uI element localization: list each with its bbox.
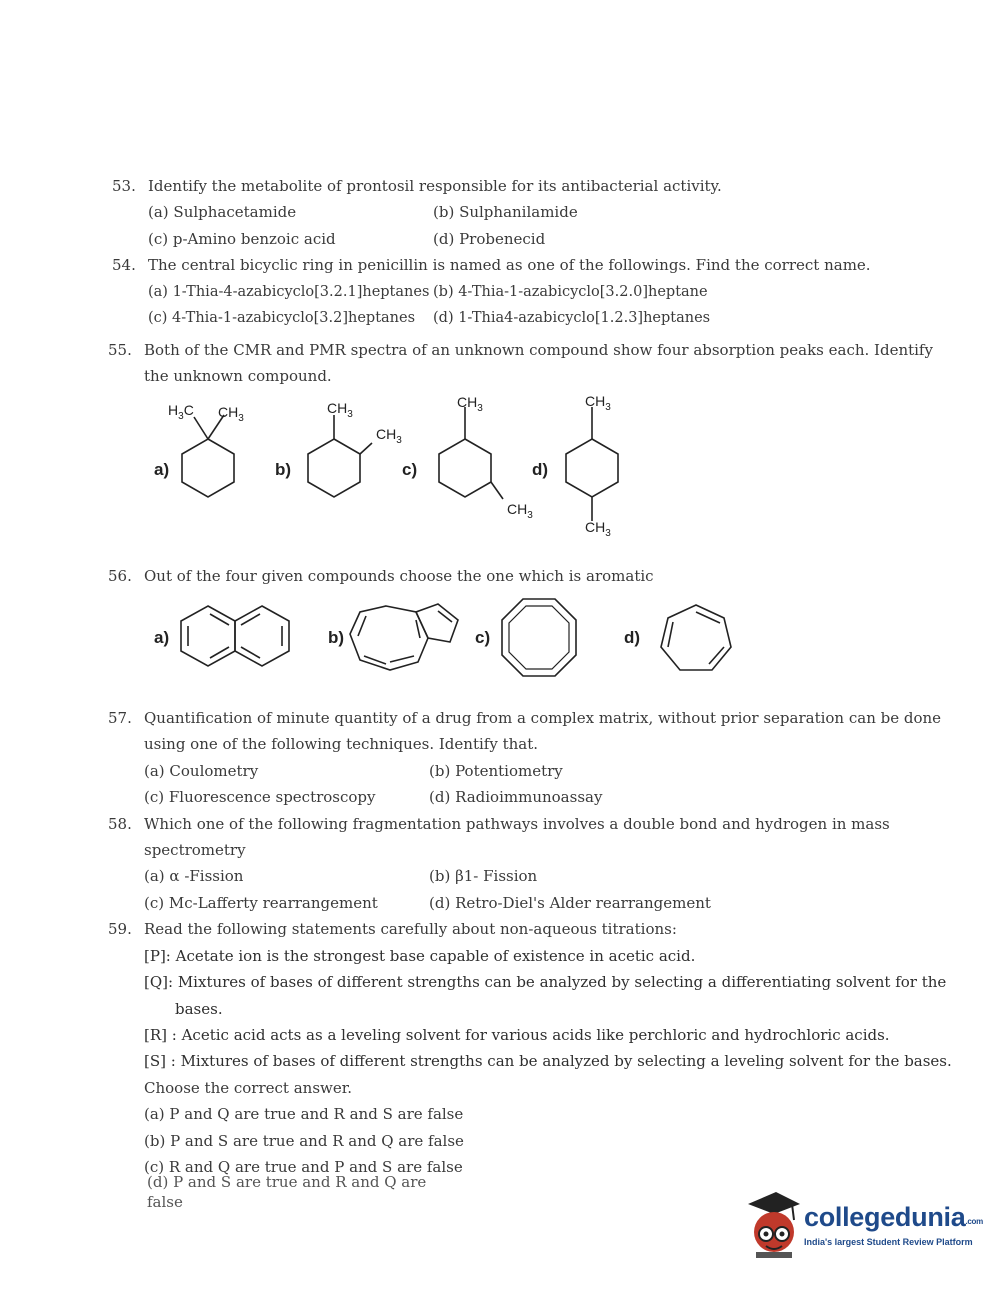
q56-option-c-label: c): [475, 628, 491, 647]
q53-option-a: (a) Sulphacetamide: [148, 203, 297, 221]
q55-option-b-label: b): [275, 460, 292, 479]
q54-option-d: (d) 1-Thia4-azabicyclo[1.2.3]heptanes: [433, 310, 711, 326]
q55-b-ch3-side: $CH_3$: [376, 426, 402, 446]
q53-option-b: (b) Sulphanilamide: [433, 203, 578, 221]
q59-statement-r: [R] : Acetic acid acts as a leveling solvent for various acids like perchloric and hydrochloric acids.: [144, 1026, 890, 1044]
q54-text: The central bicyclic ring in penicillin is named as one of the followings. Find the correct name.: [148, 256, 871, 274]
q59-text: Read the following statements carefully about non-aqueous titrations:: [144, 920, 677, 938]
q55-text-line1: Both of the CMR and PMR spectra of an unknown compound show four absorption peaks each. Identify: [144, 341, 933, 359]
q56-structure-azulene: [346, 602, 464, 672]
q55-structure-a: [180, 437, 236, 497]
collegedunia-logo: [742, 1190, 982, 1262]
q58-number: 58.: [108, 815, 132, 833]
q58-option-d: (d) Retro-Diel's Alder rearrangement: [429, 894, 711, 912]
q56-number: 56.: [108, 567, 132, 585]
logo-wordmark: collegedunia.com: [804, 1202, 983, 1232]
q59-option-d-cut-off: (d) P and S are true and R and Q are false: [147, 1173, 427, 1211]
q56-structure-cyclooctatetraene: [501, 598, 577, 678]
q58-option-a: (a) α -Fission: [144, 867, 244, 885]
q55-d-ch3-bottom: $CH_3$: [585, 519, 611, 539]
q55-c-ch3-bottom: $CH_3$: [507, 501, 533, 521]
q53-number: 53.: [112, 177, 136, 195]
q55-a-h3c: $H_3C$: [168, 402, 194, 422]
q56-option-a-label: a): [154, 628, 170, 647]
q56-option-d-label: d): [624, 628, 641, 647]
q57-text-line1: Quantification of minute quantity of a drug from a complex matrix, without prior separation can be done: [144, 709, 942, 727]
q59-statement-s: [S] : Mixtures of bases of different strengths can be analyzed by selecting a leveling solvent for the bases.: [144, 1052, 952, 1070]
q55-text-line2: the unknown compound.: [144, 367, 332, 385]
q54-option-c: (c) 4-Thia-1-azabicyclo[3.2]heptanes: [148, 310, 416, 326]
q59-statement-p: [P]: Acetate ion is the strongest base capable of existence in acetic acid.: [144, 947, 696, 965]
q59-option-c: (c) R and Q are true and P and S are false: [144, 1158, 463, 1176]
q55-structure-b: [306, 437, 362, 497]
q56-structure-naphthalene: [180, 605, 292, 667]
q55-b-ch3-top: $CH_3$: [327, 400, 353, 420]
q58-text-line1: Which one of the following fragmentation pathways involves a double bond and hydrogen in mass: [144, 815, 890, 833]
q55-structure-d: [564, 437, 620, 497]
q55-option-d-label: d): [532, 460, 549, 479]
q55-option-c-label: c): [402, 460, 418, 479]
q57-text-line2: using one of the following techniques. Identify that.: [144, 735, 538, 753]
q58-option-c: (c) Mc-Lafferty rearrangement: [144, 894, 378, 912]
q59-statement-q-line1: [Q]: Mixtures of bases of different strengths can be analyzed by selecting a differentiating solvent for the: [144, 973, 947, 991]
q57-option-c: (c) Fluorescence spectroscopy: [144, 788, 376, 806]
q59-option-b: (b) P and S are true and R and Q are false: [144, 1132, 464, 1150]
q58-text-line2: spectrometry: [144, 841, 246, 859]
q57-option-a: (a) Coulometry: [144, 762, 259, 780]
q55-structure-c: [437, 437, 493, 497]
q53-option-d: (d) Probenecid: [433, 230, 546, 248]
q57-option-b: (b) Potentiometry: [429, 762, 563, 780]
q55-c-ch3-top: $CH_3$: [457, 394, 483, 414]
q59-statement-q-line2: bases.: [175, 1000, 223, 1018]
mascot-icon: [742, 1190, 804, 1262]
q54-option-b: (b) 4-Thia-1-azabicyclo[3.2.0]heptane: [433, 284, 708, 300]
q57-option-d: (d) Radioimmunoassay: [429, 788, 603, 806]
q56-structure-cycloheptatriene: [660, 604, 732, 672]
q56-option-b-label: b): [328, 628, 345, 647]
q59-choose: Choose the correct answer.: [144, 1079, 353, 1097]
q55-a-ch3: $CH_3$: [218, 404, 244, 424]
q55-number: 55.: [108, 341, 132, 359]
q54-number: 54.: [112, 256, 136, 274]
q55-option-a-label: a): [154, 460, 170, 479]
q53-text: Identify the metabolite of prontosil responsible for its antibacterial activity.: [148, 177, 722, 195]
q59-option-a: (a) P and Q are true and R and S are false: [144, 1105, 464, 1123]
q53-option-c: (c) p-Amino benzoic acid: [148, 230, 336, 248]
q57-number: 57.: [108, 709, 132, 727]
q58-option-b: (b) β1- Fission: [429, 867, 538, 885]
logo-tagline: India's largest Student Review Platform: [804, 1237, 973, 1247]
q56-text: Out of the four given compounds choose the one which is aromatic: [144, 567, 654, 585]
q54-option-a: (a) 1-Thia-4-azabicyclo[3.2.1]heptanes: [148, 284, 430, 300]
q59-number: 59.: [108, 920, 132, 938]
q55-d-ch3-top: $CH_3$: [585, 393, 611, 413]
